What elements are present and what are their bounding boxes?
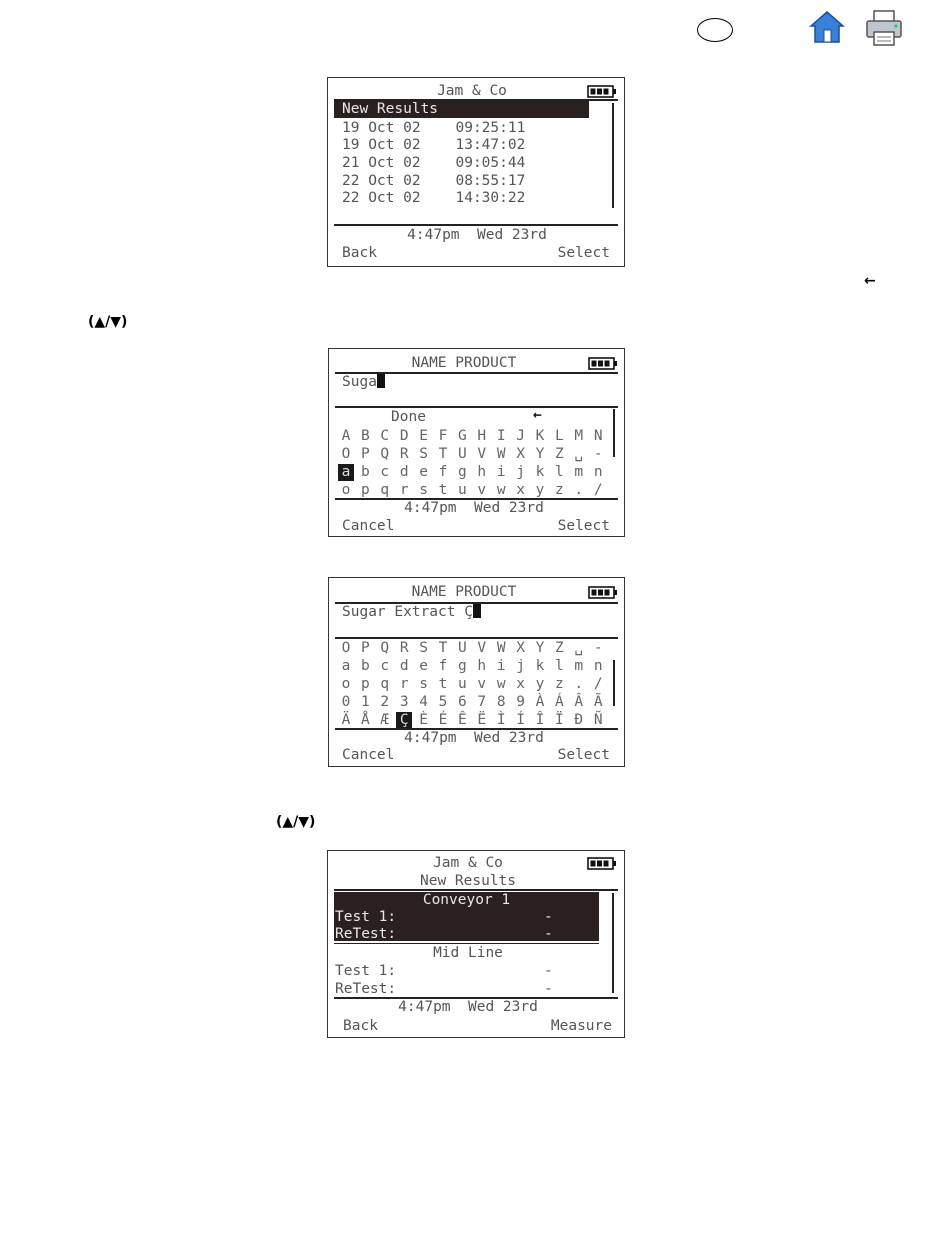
keyboard-key[interactable]: a (341, 658, 351, 674)
scrollbar[interactable] (613, 409, 615, 457)
status-clock: 4:47pm Wed 23rd (398, 999, 538, 1015)
retest-label: ReTest: (335, 926, 397, 942)
character-keyboard (338, 428, 606, 500)
keyboard-key[interactable]: U (458, 446, 467, 462)
keyboard-key[interactable]: x (516, 482, 525, 498)
keyboard-key[interactable]: q (380, 676, 390, 692)
keyboard-key[interactable]: i (496, 464, 506, 480)
keyboard-key[interactable]: À (535, 694, 545, 710)
keyboard-key[interactable]: I (496, 428, 506, 444)
keyboard-key[interactable]: u (458, 676, 467, 692)
list-item-selected[interactable] (334, 101, 589, 118)
status-clock: 4:47pm Wed 23rd (407, 227, 547, 243)
keyboard-key[interactable]: Å (361, 712, 370, 728)
keyboard-key[interactable]: v (477, 676, 487, 692)
keyboard-key[interactable]: È (419, 712, 428, 728)
keyboard-key[interactable]: Y (535, 446, 545, 462)
keyboard-key[interactable]: R (399, 446, 409, 462)
battery-icon (587, 857, 617, 870)
keyboard-key[interactable]: x (516, 676, 525, 692)
keyboard-key[interactable]: Î (535, 712, 545, 728)
keyboard-key[interactable]: J (516, 428, 525, 444)
keyboard-key[interactable]: k (535, 658, 545, 674)
keyboard-key[interactable]: Ñ (593, 712, 603, 728)
keyboard-key[interactable]: d (399, 464, 409, 480)
keyboard-key[interactable]: p (361, 482, 370, 498)
keyboard-key[interactable]: ␣ (574, 640, 584, 656)
keyboard-key[interactable]: 9 (516, 694, 525, 710)
keyboard-key[interactable]: Ã (593, 694, 603, 710)
group-title: Conveyor 1 (422, 892, 511, 908)
cancel-softkey[interactable]: Cancel (342, 518, 395, 534)
battery-icon (587, 85, 617, 98)
keyboard-key[interactable]: M (574, 428, 584, 444)
keyboard-key[interactable]: c (380, 464, 390, 480)
keyboard-key[interactable]: m (574, 464, 584, 480)
keyboard-key[interactable]: h (477, 658, 487, 674)
screen-title: NAME PRODUCT (411, 355, 517, 371)
keyboard-key[interactable]: Q (380, 446, 390, 462)
keyboard-key[interactable]: 0 (341, 694, 351, 710)
list-item[interactable]: 19 Oct 02 09:25:11 (342, 120, 526, 136)
keyboard-key[interactable]: u (458, 482, 467, 498)
keyboard-key[interactable]: e (419, 658, 428, 674)
keyboard-key[interactable]: Æ (380, 712, 390, 728)
keyboard-key[interactable]: D (399, 428, 409, 444)
keyboard-key[interactable]: o (341, 676, 351, 692)
keyboard-key[interactable]: A (341, 428, 351, 444)
keyboard-key[interactable]: Á (555, 694, 564, 710)
list-item[interactable]: 21 Oct 02 09:05:44 (342, 155, 526, 171)
test-label: Test 1: (335, 963, 397, 979)
keyboard-key[interactable]: y (535, 676, 545, 692)
keyboard-key[interactable]: 4 (419, 694, 428, 710)
keyboard-key[interactable]: 5 (438, 694, 448, 710)
keyboard-key[interactable]: Z (555, 446, 564, 462)
keyboard-key[interactable]: É (438, 712, 448, 728)
keyboard-key[interactable]: P (361, 640, 370, 656)
keyboard-key[interactable]: t (438, 482, 448, 498)
keyboard-key[interactable]: X (516, 640, 525, 656)
keyboard-key[interactable]: n (593, 464, 603, 480)
keyboard-key[interactable]: r (399, 676, 409, 692)
home-icon[interactable] (807, 8, 847, 46)
keyboard-key[interactable]: l (555, 464, 564, 480)
keyboard-key[interactable]: L (555, 428, 564, 444)
keyboard-key[interactable]: Ê (458, 712, 467, 728)
done-key[interactable]: Done (391, 409, 426, 425)
keyboard-key[interactable]: S (419, 640, 428, 656)
backspace-key[interactable]: ← (533, 407, 542, 423)
keyboard-key[interactable]: y (535, 482, 545, 498)
keyboard-key[interactable]: g (458, 464, 467, 480)
up-down-keys-note: (▲/▼) (88, 314, 128, 330)
list-item[interactable]: 22 Oct 02 08:55:17 (342, 173, 526, 189)
keyboard-key[interactable]: / (593, 676, 603, 692)
test-value: - (544, 963, 553, 979)
keyboard-key[interactable]: Ï (555, 712, 564, 728)
character-keyboard (338, 640, 606, 730)
back-softkey[interactable]: Back (342, 245, 377, 261)
printer-icon[interactable] (863, 8, 905, 48)
keyboard-key[interactable]: i (496, 658, 506, 674)
screen-title: Jam & Co (433, 855, 503, 871)
keyboard-key[interactable]: Y (535, 640, 545, 656)
keyboard-key[interactable]: 7 (477, 694, 487, 710)
keyboard-key[interactable]: Ä (341, 712, 351, 728)
lcd-screen-results-list (327, 77, 625, 267)
back-softkey[interactable]: Back (343, 1018, 378, 1034)
keyboard-key[interactable]: - (593, 640, 603, 656)
keyboard-key[interactable]: a (338, 464, 354, 481)
keyboard-key[interactable]: 6 (458, 694, 467, 710)
keyboard-key[interactable]: Â (574, 694, 584, 710)
keyboard-key[interactable]: E (419, 428, 428, 444)
keyboard-key[interactable]: S (419, 446, 428, 462)
keyboard-key[interactable]: f (438, 464, 448, 480)
keyboard-key[interactable]: b (361, 464, 370, 480)
name-input-value: Sugar Extract Ç (342, 604, 473, 620)
test-value: - (544, 909, 553, 925)
keyboard-key[interactable]: p (361, 676, 370, 692)
keyboard-key[interactable]: V (477, 446, 487, 462)
keyboard-key[interactable]: H (477, 428, 487, 444)
keyboard-key[interactable]: h (477, 464, 487, 480)
keyboard-key[interactable]: O (341, 446, 351, 462)
keyboard-key[interactable]: R (399, 640, 409, 656)
cancel-softkey[interactable]: Cancel (342, 747, 395, 763)
keyboard-key[interactable]: Ì (496, 712, 506, 728)
keyboard-key[interactable]: C (380, 428, 390, 444)
keyboard-key[interactable]: f (438, 658, 448, 674)
keyboard-key[interactable]: w (496, 482, 506, 498)
oval-button[interactable] (697, 18, 733, 42)
keyboard-key[interactable]: 3 (399, 694, 409, 710)
screen-subtitle: New Results (419, 873, 517, 889)
lcd-screen-new-results (327, 850, 625, 1038)
status-clock: 4:47pm Wed 23rd (404, 730, 544, 746)
keyboard-key[interactable]: / (593, 482, 603, 498)
keyboard-key[interactable]: n (593, 658, 603, 674)
up-down-keys-note-2: (▲/▼) (276, 814, 316, 830)
keyboard-key[interactable]: b (361, 658, 370, 674)
keyboard-key[interactable]: Q (380, 640, 390, 656)
group-selected[interactable] (334, 892, 599, 941)
keyboard-key[interactable]: Ë (477, 712, 487, 728)
select-softkey[interactable]: Select (557, 518, 610, 534)
keyboard-key[interactable]: r (399, 482, 409, 498)
name-input-value: Suga (342, 374, 377, 390)
screen-title: Jam & Co (437, 83, 507, 99)
keyboard-key[interactable]: j (516, 464, 525, 480)
text-cursor (473, 604, 481, 618)
keyboard-key[interactable]: d (399, 658, 409, 674)
scrollbar[interactable] (612, 893, 614, 993)
keyboard-key[interactable]: X (516, 446, 525, 462)
keyboard-key[interactable]: o (341, 482, 351, 498)
keyboard-key[interactable]: k (535, 464, 545, 480)
text-cursor (377, 374, 385, 388)
keyboard-key[interactable]: K (535, 428, 545, 444)
keyboard-key[interactable]: z (555, 482, 564, 498)
keyboard-key[interactable]: T (438, 446, 448, 462)
keyboard-key[interactable]: q (380, 482, 390, 498)
select-softkey[interactable]: Select (557, 747, 610, 763)
keyboard-key[interactable]: c (380, 658, 390, 674)
keyboard-key[interactable]: U (458, 640, 467, 656)
list-item[interactable]: 19 Oct 02 13:47:02 (342, 137, 526, 153)
keyboard-key[interactable]: T (438, 640, 448, 656)
keyboard-key[interactable]: w (496, 676, 506, 692)
keyboard-key[interactable]: e (419, 464, 428, 480)
keyboard-key[interactable]: v (477, 482, 487, 498)
keyboard-key[interactable]: . (574, 482, 584, 498)
keyboard-key[interactable]: 2 (380, 694, 390, 710)
lcd-screen-name-product-extended (328, 577, 625, 767)
left-arrow-glyph: ← (864, 273, 876, 289)
keyboard-key[interactable]: s (419, 676, 428, 692)
keyboard-key[interactable]: Ç (396, 712, 412, 729)
battery-icon (588, 586, 618, 599)
select-softkey[interactable]: Select (557, 245, 610, 261)
keyboard-key[interactable]: 1 (361, 694, 370, 710)
keyboard-key[interactable]: F (438, 428, 448, 444)
measure-softkey[interactable]: Measure (550, 1018, 612, 1034)
keyboard-key[interactable]: t (438, 676, 448, 692)
keyboard-key[interactable]: j (516, 658, 525, 674)
scrollbar[interactable] (612, 103, 614, 208)
group-title[interactable]: Mid Line (433, 945, 503, 961)
keyboard-key[interactable]: O (341, 640, 351, 656)
name-input[interactable] (342, 374, 385, 391)
keyboard-key[interactable]: m (574, 658, 584, 674)
keyboard-key[interactable]: l (555, 658, 564, 674)
keyboard-key[interactable]: ␣ (574, 446, 584, 462)
keyboard-key[interactable]: Ð (574, 712, 584, 728)
keyboard-key[interactable]: B (361, 428, 370, 444)
keyboard-key[interactable]: 8 (496, 694, 506, 710)
retest-value: - (544, 981, 553, 997)
test-label: Test 1: (335, 909, 397, 925)
keyboard-key[interactable]: z (555, 676, 564, 692)
keyboard-key[interactable]: s (419, 482, 428, 498)
keyboard-key[interactable]: G (458, 428, 467, 444)
retest-value: - (544, 926, 553, 942)
scrollbar[interactable] (613, 660, 615, 706)
screen-title: NAME PRODUCT (411, 584, 517, 600)
keyboard-key[interactable]: P (361, 446, 370, 462)
retest-label: ReTest: (335, 981, 397, 997)
keyboard-key[interactable]: V (477, 640, 487, 656)
keyboard-key[interactable]: N (593, 428, 603, 444)
keyboard-key[interactable]: Z (555, 640, 564, 656)
lcd-screen-name-product (328, 348, 625, 537)
list-item[interactable]: 22 Oct 02 14:30:22 (342, 190, 526, 206)
keyboard-key[interactable]: W (496, 446, 506, 462)
battery-icon (588, 357, 618, 370)
keyboard-key[interactable]: g (458, 658, 467, 674)
status-clock: 4:47pm Wed 23rd (404, 500, 544, 516)
keyboard-key[interactable]: . (574, 676, 584, 692)
list-item-label: New Results (342, 101, 439, 117)
keyboard-key[interactable]: - (593, 446, 603, 462)
name-input[interactable] (342, 604, 481, 621)
keyboard-key[interactable]: W (496, 640, 506, 656)
keyboard-key[interactable]: Í (516, 712, 525, 728)
